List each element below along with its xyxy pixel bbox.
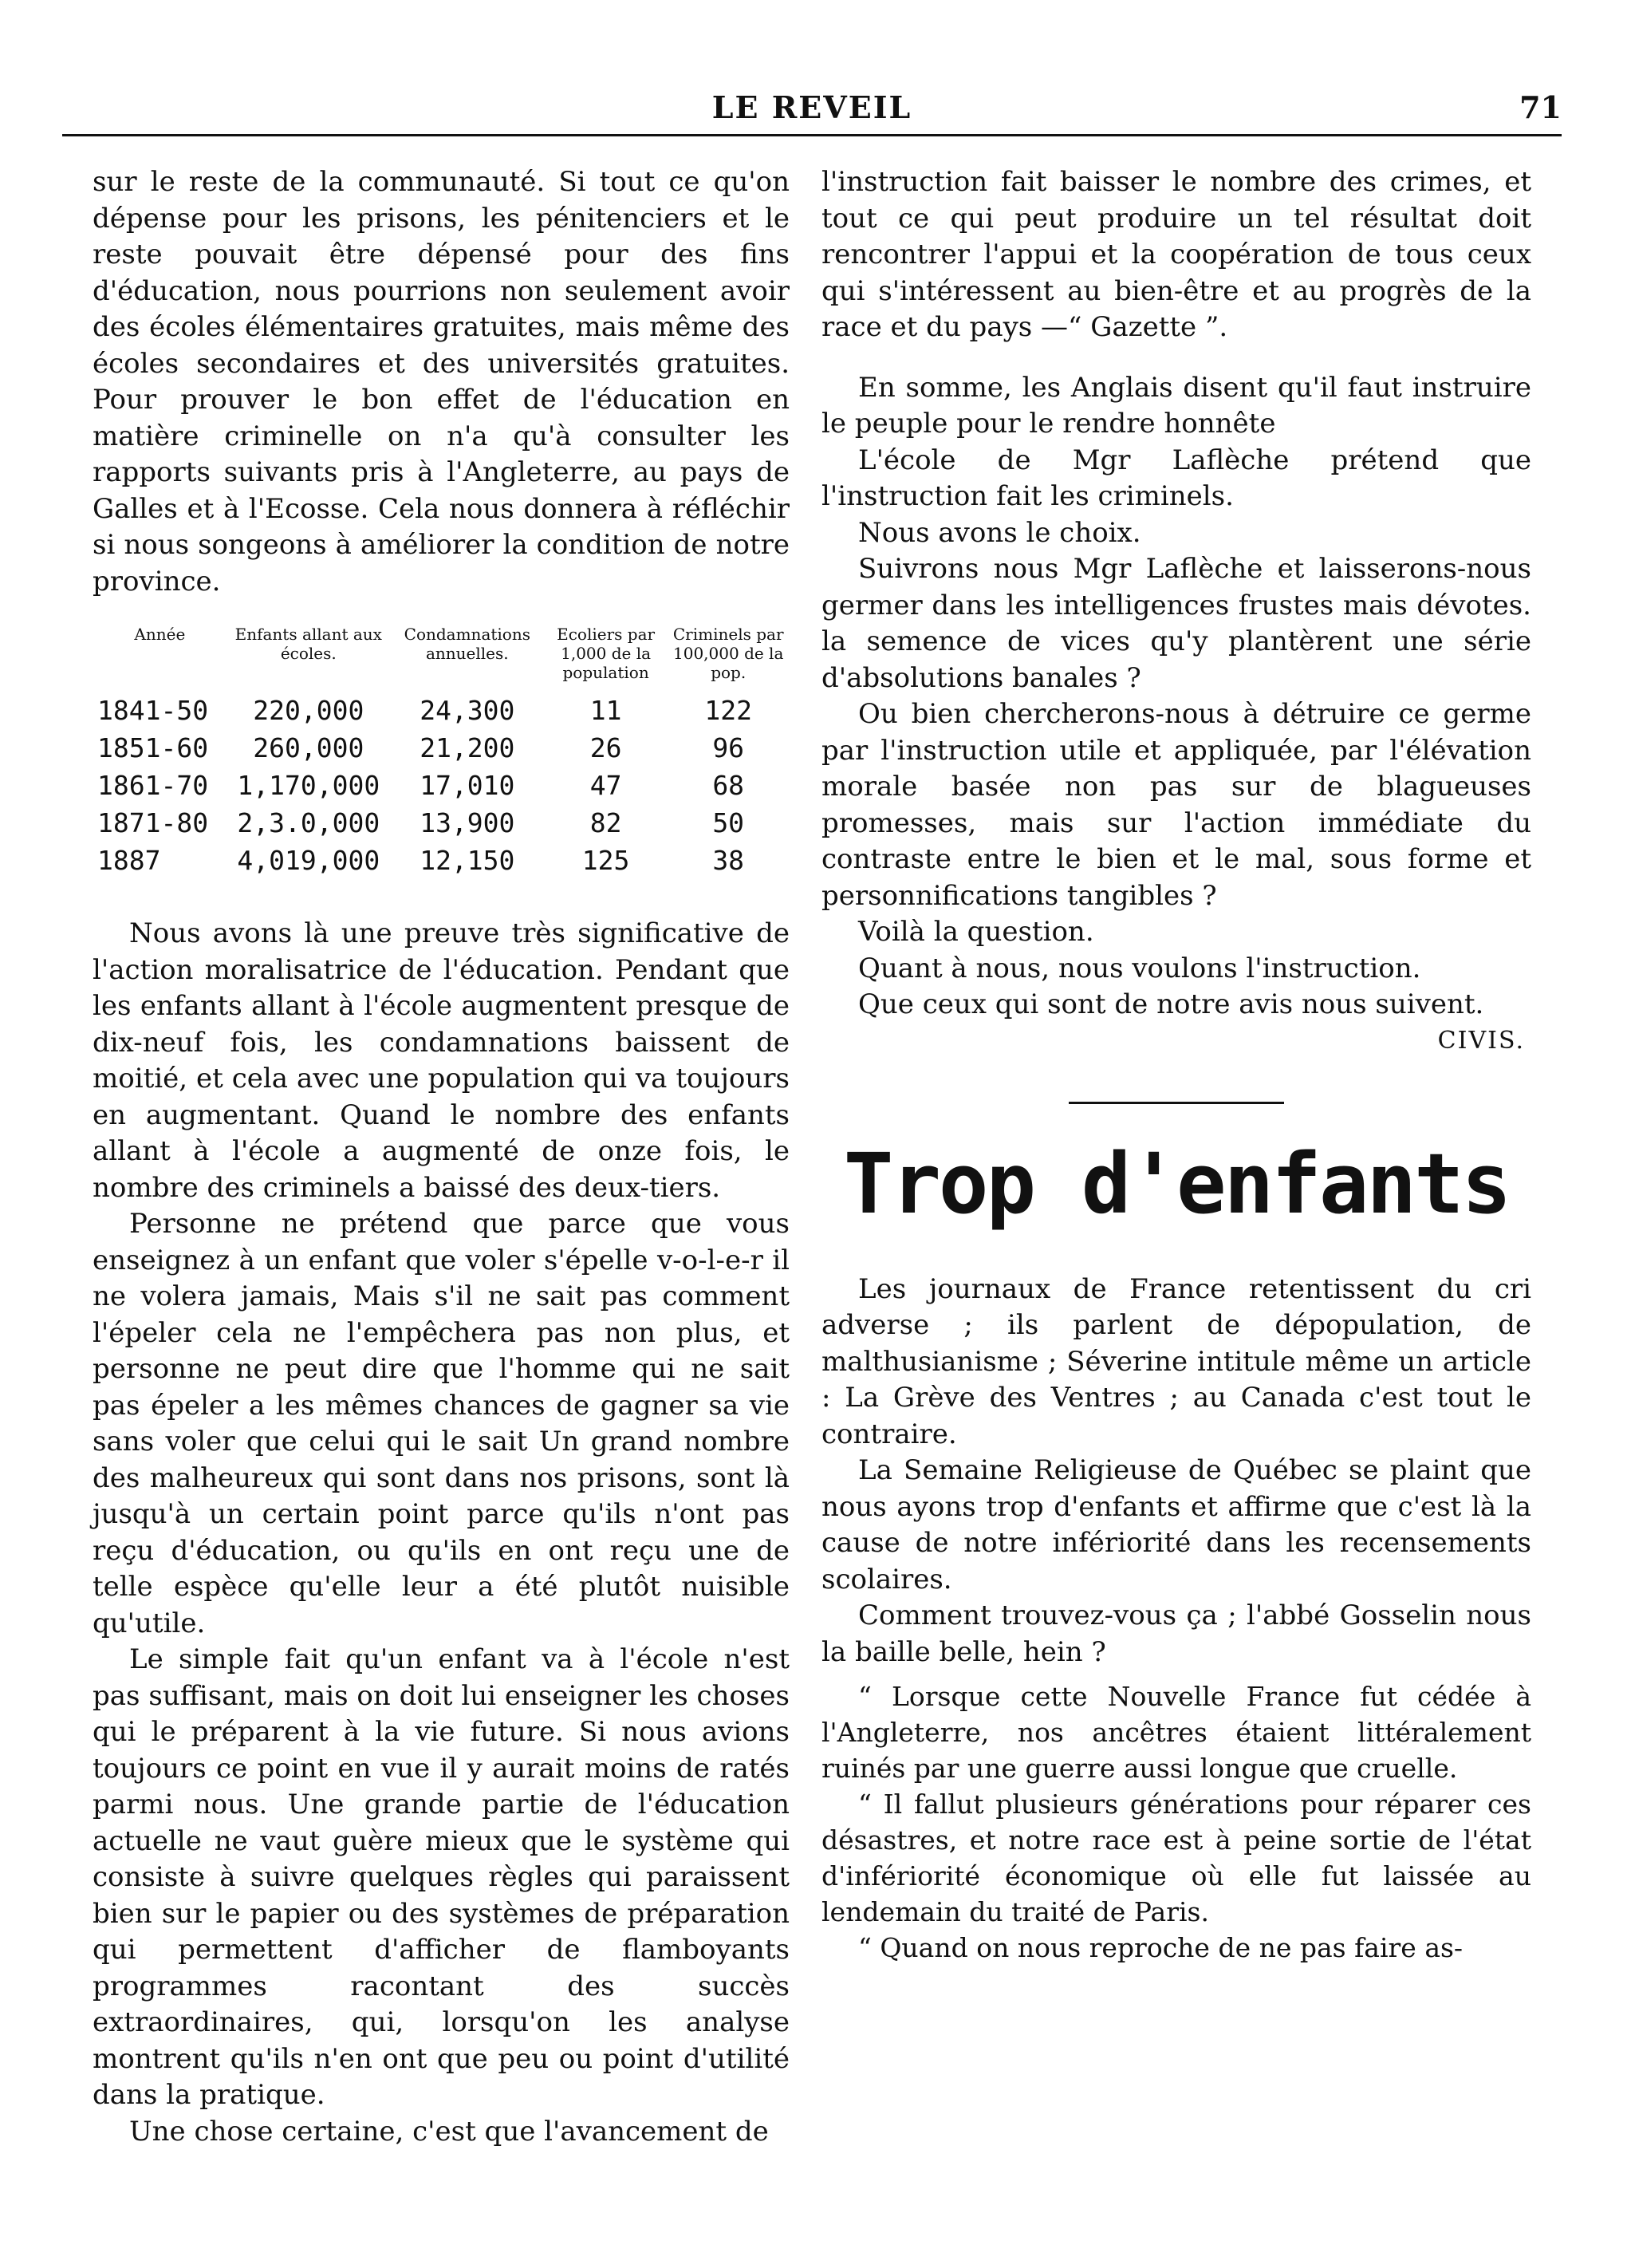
table-cell: 220,000: [253, 695, 364, 726]
paragraph: L'école de Mgr Laflèche prétend que l'instruction fait les criminels.: [821, 444, 1531, 512]
table-cell: 13,900: [420, 807, 515, 838]
paragraph: Le simple fait qu'un enfant va à l'école n'est pas suffisant, mais on doit lui enseigner les choses qui le préparent à la vie future. Si nous avions toujours ce point en vue il y aurait moins de ratés parmi nous. Une grande partie de l'éducation actuelle ne vaut guère mieux que le système qui consiste à suivre quelques règles qui paraissent bien sur le papier ou des systèmes de préparation qui permettent d'afficher de flamboyants programmes racontant des succès extraordinaires, qui, lorsqu'on les analyse montrent qu'ils n'en ont que peu ou point d'utilité dans la pratique.: [93, 1643, 790, 2111]
table-row: [93, 804, 790, 842]
column-header-children: Enfants allant aux écoles.: [234, 625, 382, 663]
quote-paragraph: “ Quand on nous reproche de ne pas faire as-: [858, 1932, 1464, 1963]
column-header-pupils-rate: Ecoliers par 1,000 de la population: [557, 625, 656, 682]
table-header-row: [93, 624, 790, 692]
table-cell: 122: [704, 695, 752, 726]
section-divider: [1069, 1102, 1284, 1104]
paragraph: Suivrons nous Mgr Laflèche et laisserons-nous germer dans les intelligences frustes mais dévotes. la semence de vices qu'y plantèrent une série d'absolutions banales ?: [821, 553, 1531, 694]
right-column: [821, 164, 1531, 1966]
table-cell: 82: [589, 807, 622, 838]
paragraph: Les journaux de France retentissent du cri adverse ; ils parlent de dépopulation, de malthusianisme ; Séverine intitule même un article : La Grève des Ventres ; au Canada c'est tout le contraire.: [821, 1272, 1531, 1450]
article-headline: Trop d'enfants: [843, 1134, 1510, 1233]
table-row: [93, 767, 790, 804]
journal-title: LE REVEIL: [711, 89, 912, 125]
table-cell: 260,000: [253, 732, 364, 763]
paragraph: Ou bien chercherons-nous à détruire ce germe par l'instruction utile et appliquée, par l'élévation morale basée non pas sur de blagueuses promesses, mais sur l'action immédiate du contraste entre le bien et le mal, sous forme et personnifications tangibles ?: [821, 698, 1531, 912]
table-cell: 1841-50: [97, 695, 209, 726]
table-cell: 1851-60: [97, 732, 209, 763]
table-cell: 21,200: [420, 732, 515, 763]
paragraph: La Semaine Religieuse de Québec se plaint que nous ayons trop d'enfants et affirme que c'est là la cause de notre infériorité dans les recensements scolaires.: [821, 1454, 1531, 1595]
crime-statistics-table: [93, 624, 790, 879]
paragraph: Une chose certaine, c'est que l'avancement de: [129, 2115, 769, 2148]
table-row: [93, 692, 790, 729]
paragraph: Quant à nous, nous voulons l'instruction.: [858, 952, 1421, 984]
paragraph: Nous avons le choix.: [858, 516, 1141, 549]
table-cell: 17,010: [420, 770, 515, 801]
quote-paragraph: “ Il fallut plusieurs générations pour réparer ces désastres, et notre race est à peine sortie de l'état d'infériorité économique où elle fut laissée au lendemain du traité de Paris.: [821, 1789, 1531, 1927]
paragraph: l'instruction fait baisser le nombre des crimes, et tout ce qui peut produire un tel résultat doit rencontrer l'appui et la coopération de tous ceux qui s'intéressent au bien-être et au progrès de la race et du pays —“ Gazette ”.: [821, 166, 1531, 343]
column-header-criminals-rate: Criminels par 100,000 de la pop.: [672, 625, 784, 682]
table-cell: 47: [589, 770, 622, 801]
quotation: [821, 1678, 1531, 1966]
table-cell: 1861-70: [97, 770, 209, 801]
table-cell: 68: [712, 770, 745, 801]
table-row: [93, 842, 790, 879]
table-cell: 1887: [97, 845, 161, 876]
table-cell: 4,019,000: [237, 845, 380, 876]
quote-paragraph: “ Lorsque cette Nouvelle France fut cédée à l'Angleterre, nos ancêtres étaient littéralement ruinés par une guerre aussi longue que cruelle.: [821, 1681, 1531, 1784]
table-cell: 1,170,000: [237, 770, 380, 801]
paragraph: Comment trouvez-vous ça ; l'abbé Gosselin nous la baille belle, hein ?: [821, 1599, 1531, 1668]
left-column: [93, 164, 790, 2150]
table-cell: 2,3.0,000: [237, 807, 380, 838]
running-header: [62, 89, 1562, 136]
table-cell: 11: [589, 695, 622, 726]
table-row: [93, 729, 790, 767]
table-cell: 12,150: [420, 845, 515, 876]
paragraph: Nous avons là une preuve très significative de l'action moralisatrice de l'éducation. Pendant que les enfants allant à l'école augmentent presque de dix-neuf fois, les condamnations baissent de moitié, et cela avec une population qui va toujours en augmentant. Quand le nombre des enfants allant à l'école a augmenté de onze fois, le nombre des criminels a baissé des deux-tiers.: [93, 917, 790, 1204]
table-cell: 24,300: [420, 695, 515, 726]
column-header-year: Année: [134, 625, 186, 644]
paragraph: En somme, les Anglais disent qu'il faut instruire le peuple pour le rendre honnête: [821, 371, 1531, 440]
column-header-convictions: Condamnations annuelles.: [404, 625, 530, 663]
paragraph: Que ceux qui sont de notre avis nous suivent.: [858, 988, 1484, 1020]
table-cell: 38: [712, 845, 745, 876]
table-cell: 1871-80: [97, 807, 209, 838]
table-cell: 96: [712, 732, 745, 763]
paragraph: sur le reste de la communauté. Si tout ce qu'on dépense pour les prisons, les pénitenciers et le reste pouvait être dépensé pour des fins d'éducation, nous pourrions non seulement avoir des écoles élémentaires gratuites, mais même des écoles secondaires et des universités gratuites. Pour prouver le bon effet de l'éducation en matière criminelle on n'a qu'à consulter les rapports suivants pris à l'Angleterre, au pays de Galles et à l'Ecosse. Cela nous donnera à réfléchir si nous songeons à améliorer la condition de notre province.: [93, 166, 790, 598]
table-cell: 50: [712, 807, 745, 838]
paragraph: Voilà la question.: [858, 916, 1094, 948]
table-cell: 125: [581, 845, 630, 876]
table-cell: 26: [589, 732, 622, 763]
page-number: 71: [1519, 89, 1562, 125]
paragraph: Personne ne prétend que parce que vous enseignez à un enfant que voler s'épelle v-o-l-e-r il ne volera jamais, Mais s'il ne sait pas comment l'épeler cela ne l'empêchera pas non plus, et personne ne peut dire que l'homme qui ne sait pas épeler a les mêmes chances de gagner sa vie sans voler que celui qui le sait Un grand nombre des malheureux qui sont dans nos prisons, sont là jusqu'à un certain point parce qu'ils n'ont pas reçu d'éducation, ou qu'ils en ont reçu une de telle espèce qu'elle leur a été plutôt nuisible qu'utile.: [93, 1208, 790, 1639]
author-signature: CIVIS.: [1437, 1026, 1525, 1055]
